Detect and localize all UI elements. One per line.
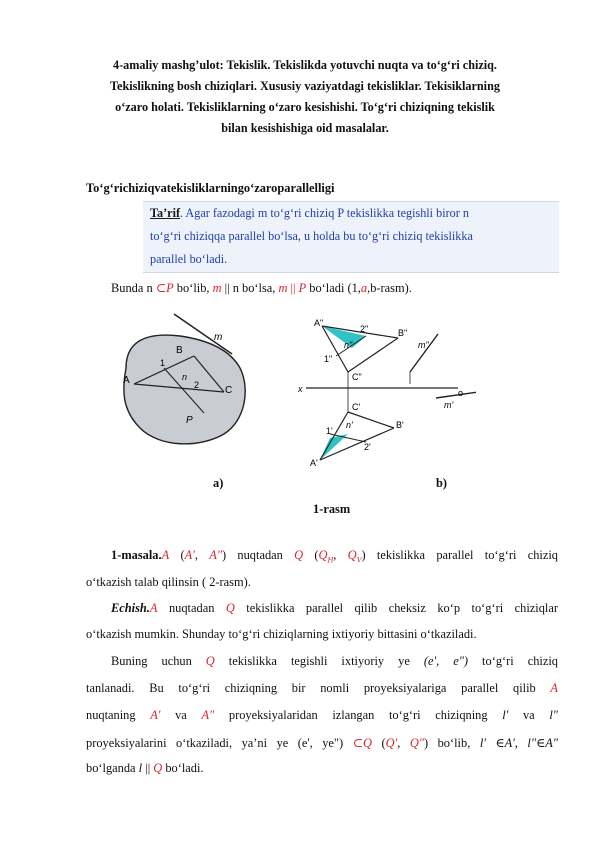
problem-label: 1-masala. xyxy=(111,548,162,562)
para-text: proyeksiyalaridan izlangan to‘g‘ri chiziqning xyxy=(214,708,503,722)
para-text: proyeksiyalarini o‘tkaziladi, ya’ni ye (e', ye") xyxy=(86,736,353,750)
definition-label: Ta’rif xyxy=(150,206,181,220)
para-Q1: Q' xyxy=(385,736,398,750)
para-text: nuqtaning xyxy=(86,708,151,722)
label-A1: A' xyxy=(310,458,318,468)
cond-text: bo‘ladi (1, xyxy=(306,281,361,295)
cond-text: bo‘lib, xyxy=(173,281,213,295)
label-n2: n" xyxy=(344,340,353,350)
para-line-5 xyxy=(86,761,204,776)
solution-A: A xyxy=(149,601,158,615)
title-line-2: Tekislikning bosh chiziqlari. Xususiy vaziyatdagi tekisliklar. Tekisiklarning xyxy=(110,79,500,93)
label-m: m xyxy=(214,332,223,343)
cond-m: m xyxy=(278,281,288,295)
cond-text: ,b-rasm). xyxy=(367,281,412,295)
problem-QV: Q xyxy=(347,548,357,562)
para-text: tekislikka tegishli ixtiyoriy ye xyxy=(214,654,424,668)
problem-A: A xyxy=(161,548,170,562)
problem-QH: Q xyxy=(318,548,328,562)
para-A: A xyxy=(550,681,558,695)
label-1-double: 1" xyxy=(324,354,333,364)
para-text: bo‘lganda xyxy=(86,761,139,775)
para-e: (e', e") xyxy=(423,654,469,668)
label-m2: m" xyxy=(418,340,429,350)
label-x: x xyxy=(298,384,303,394)
page-title xyxy=(70,55,540,139)
label-B2: B" xyxy=(398,328,408,338)
label-m1: m' xyxy=(444,400,454,410)
title-line-3: o‘zaro holati. Tekisliklarning o‘zaro kesishishi. To‘g‘ri chiziqning tekislik xyxy=(115,100,495,114)
para-A2: A" xyxy=(201,708,215,722)
para-text: to‘g‘ri chiziq xyxy=(468,654,558,668)
figure-b-drawing xyxy=(286,310,476,470)
para-text: ) bo‘lib, xyxy=(423,736,480,750)
section-heading: To‘g‘richiziqvatekisliklarningo‘zaroparallelligi xyxy=(86,181,335,195)
solution-line-1 xyxy=(111,601,558,616)
para-text: tanlanadi. Bu to‘g‘ri chiziqning bir nomli proyeksiyalariga parallel qilib xyxy=(86,681,551,695)
segment-C1B1 xyxy=(348,412,394,428)
title-line-4: bilan kesishishiga oid masalalar. xyxy=(221,121,389,135)
para-line-1 xyxy=(111,654,558,669)
para-Q-last: Q xyxy=(153,761,163,775)
figure-a-drawing xyxy=(108,310,258,460)
label-C1: C' xyxy=(352,402,361,412)
condition-line xyxy=(111,280,412,296)
para-line-4 xyxy=(86,735,558,751)
para-l1: l' xyxy=(502,708,509,722)
definition-text-1: . Agar fazodagi m to‘g‘ri chiziq P tekislikka tegishli biror n xyxy=(180,206,469,220)
problem-text: ( xyxy=(169,548,185,562)
title-line-1: 4-amaliy mashg’ulot: Tekislik. Tekislikda yotuvchi nuqta va to‘g‘ri chiziq. xyxy=(113,58,497,72)
problem-text: , xyxy=(194,548,210,562)
label-2-single: 2' xyxy=(364,442,371,452)
definition-line-3: parallel bo‘ladi. xyxy=(150,252,228,266)
problem-A2: A″ xyxy=(209,548,222,562)
problem-QH-sub: H xyxy=(327,555,334,565)
problem-Q: Q xyxy=(294,548,304,562)
line-m1 xyxy=(436,392,476,398)
para-line-3 xyxy=(86,708,558,723)
label-2-double: 2" xyxy=(360,324,369,334)
cond-P: P xyxy=(298,281,307,295)
solution-text: tekislikka parallel qilib cheksiz ko‘p to‘g‘ri chiziqlar xyxy=(234,601,558,615)
figure-b-caption: b) xyxy=(436,476,448,490)
figure-a-caption: a) xyxy=(213,476,224,490)
problem-line-2: o‘tkazish talab qilinsin ( 2-rasm). xyxy=(86,575,251,589)
solution-line-2: o‘tkazish mumkin. Shunday to‘g‘ri chiziqlarning ixtiyoriy bittasini o‘tkaziladi. xyxy=(86,627,477,641)
cond-text: || n bo‘lsa, xyxy=(221,281,279,295)
definition-line-1 xyxy=(150,206,469,221)
problem-text: ) nuqtadan xyxy=(222,548,295,562)
label-B1: B' xyxy=(396,420,404,430)
problem-text: ( xyxy=(303,548,319,562)
label-A2: A" xyxy=(314,318,324,328)
cond-m: m xyxy=(212,281,222,295)
label-P: P xyxy=(186,415,193,426)
para-Q2: Q" xyxy=(409,736,424,750)
para-Q: Q xyxy=(205,654,215,668)
para-line-2 xyxy=(86,681,558,696)
solution-label: Echish. xyxy=(111,601,150,615)
cond-parallel: || xyxy=(287,281,299,295)
para-text: || xyxy=(142,761,154,775)
label-B: B xyxy=(176,345,183,356)
label-1: 1 xyxy=(160,358,166,368)
para-text: bo‘ladi. xyxy=(162,761,204,775)
para-condition: l' ∈A', l"∈A" xyxy=(479,736,558,750)
para-text: Buning uchun xyxy=(111,654,206,668)
para-text: va xyxy=(160,708,202,722)
problem-text: , xyxy=(333,548,348,562)
solution-text: nuqtadan xyxy=(157,601,226,615)
label-n: n xyxy=(182,372,188,382)
para-text: , xyxy=(397,736,410,750)
problem-line-1 xyxy=(111,548,558,564)
cond-a: a xyxy=(360,281,368,295)
cond-text: Bunda n xyxy=(111,281,156,295)
label-A: A xyxy=(123,375,130,386)
label-C: C xyxy=(225,385,233,396)
definition-line-2: to‘g‘ri chiziqqa parallel bo‘lsa, u holda bu to‘g‘ri chiziq tekislikka xyxy=(150,229,473,243)
para-A1: A' xyxy=(150,708,161,722)
para-l2: l" xyxy=(549,708,558,722)
label-C2: C" xyxy=(352,372,362,382)
cond-subset: ⊂P xyxy=(155,281,174,295)
para-text: va xyxy=(508,708,550,722)
para-subset: ⊂Q xyxy=(352,736,372,750)
label-1-single: 1' xyxy=(326,426,333,436)
para-text: ( xyxy=(371,736,386,750)
problem-A1: A′ xyxy=(184,548,195,562)
figure-caption: 1-rasm xyxy=(313,502,351,516)
triangle-fill-lower xyxy=(320,434,348,460)
problem-text: ) tekislikka parallel to‘g‘ri chiziq xyxy=(361,548,558,562)
label-2: 2 xyxy=(194,380,200,390)
label-n1: n' xyxy=(346,420,353,430)
solution-Q: Q xyxy=(225,601,235,615)
problem-QV-sub: V xyxy=(356,555,362,565)
para-l: l xyxy=(138,761,143,775)
label-o: o xyxy=(458,388,464,398)
